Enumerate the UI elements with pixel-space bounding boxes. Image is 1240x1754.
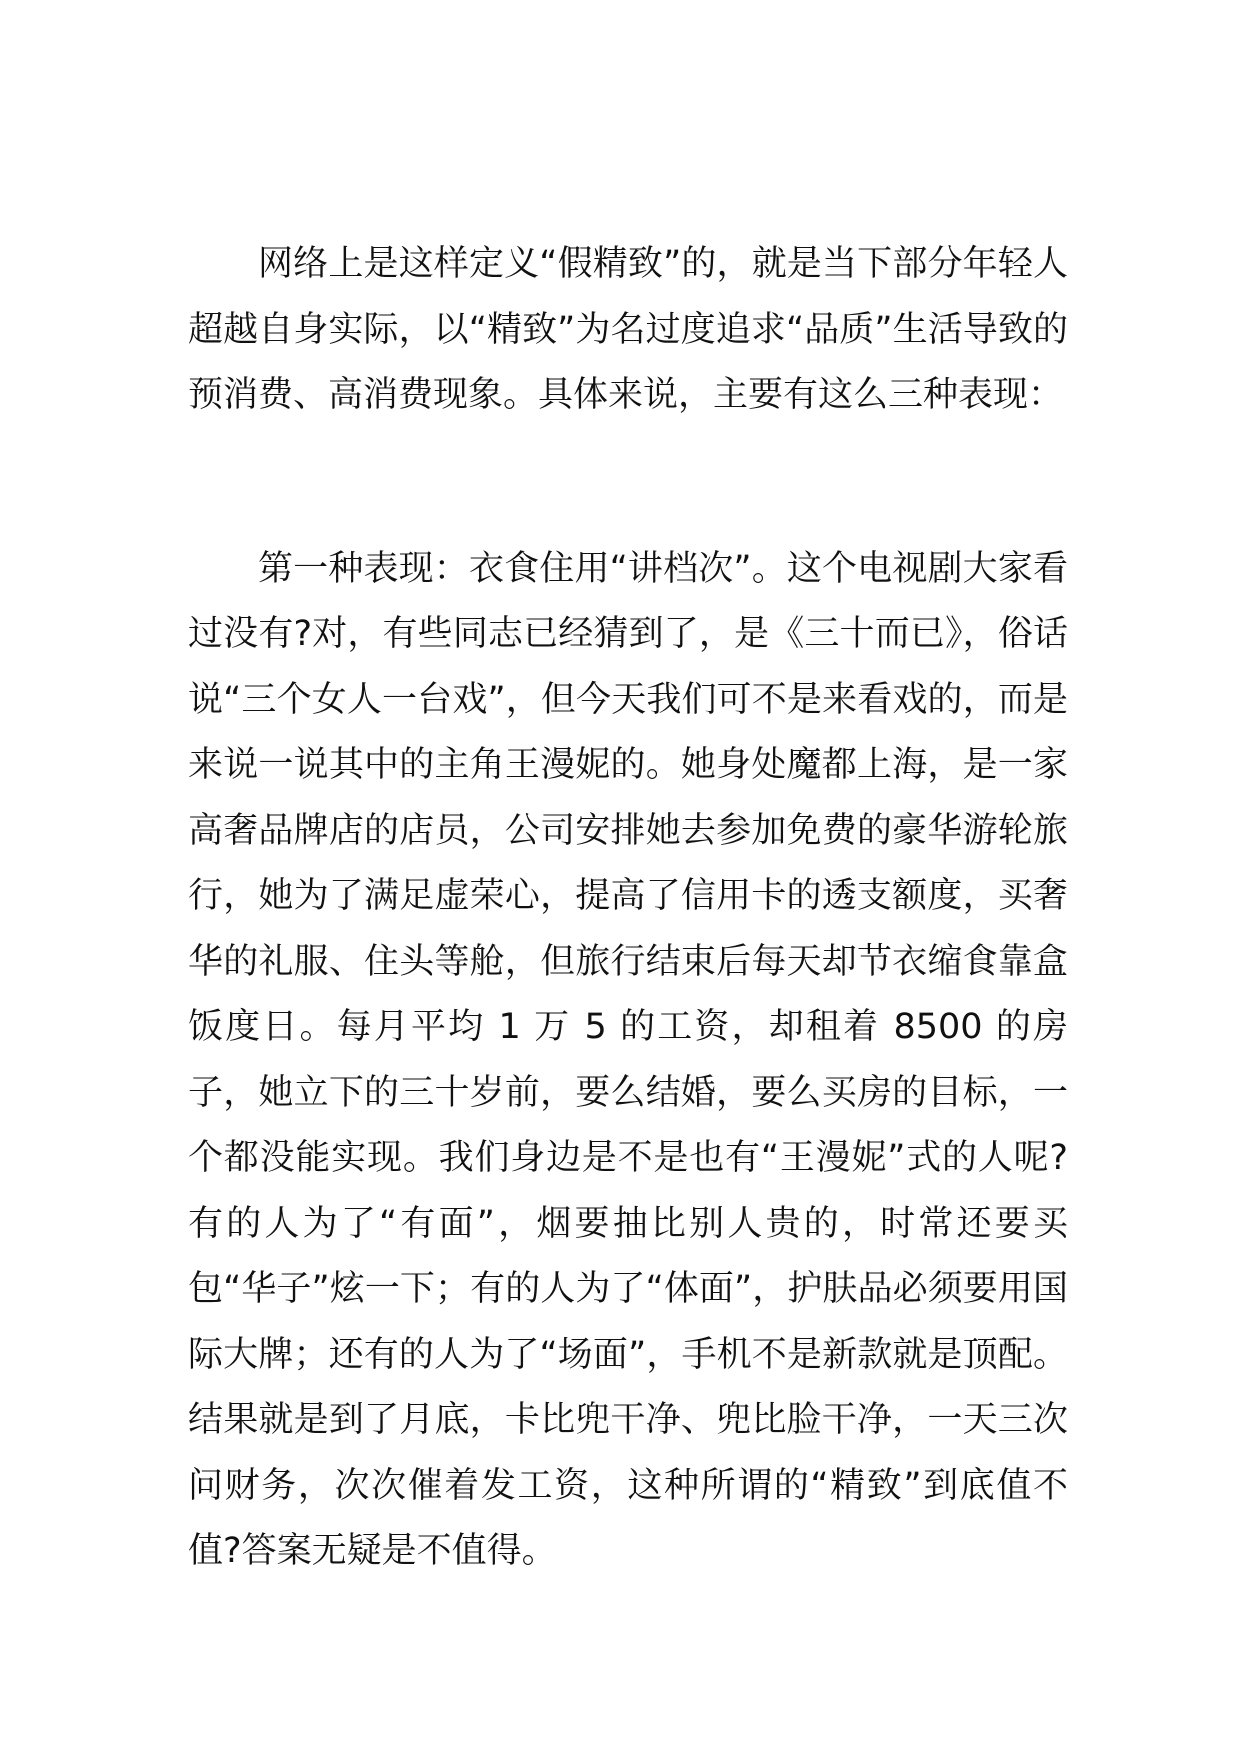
paragraph-first-manifestation: 第一种表现：衣食住用“讲档次”。这个电视剧大家看过没有?对，有些同志已经猜到了，是《三十而已》，俗话说“三个女人一台戏”，但今天我们可不是来看戏的，而是来说一说其中的主角王漫妮的。她身处魔都上海，是一家高奢品牌店的店员，公司安排她去参加免费的豪华游轮旅行，她为了满足虚荣心，提高了信用卡的透支额度，买奢华的礼服、住头等舱，但旅行结束后每天却节衣缩食靠盒饭度日。每月平均 1 万 5 的工资，却租着 8500 的房子，她立下的三十岁前，要么结婚，要么买房的目标，一个都没能实现。我们身边是不是也有“王漫妮”式的人呢?有的人为了“有面”，烟要抽比别人贵的，时常还要买包“华子”炫一下；有的人为了“体面”，护肤品必须要用国际大牌；还有的人为了“场面”，手机不是新款就是顶配。结果就是到了月底，卡比兜干净、兜比脸干净，一天三次问财务，次次催着发工资，这种所谓的“精致”到底值不值?答案无疑是不值得。 bbox=[188, 548, 1068, 1571]
paragraph-definition: 网络上是这样定义“假精致”的，就是当下部分年轻人超越自身实际，以“精致”为名过度追求“品质”生活导致的预消费、高消费现象。具体来说，主要有这么三种表现： bbox=[188, 244, 1068, 415]
paragraph-spacer bbox=[188, 429, 1068, 537]
document-body bbox=[188, 232, 1068, 1585]
